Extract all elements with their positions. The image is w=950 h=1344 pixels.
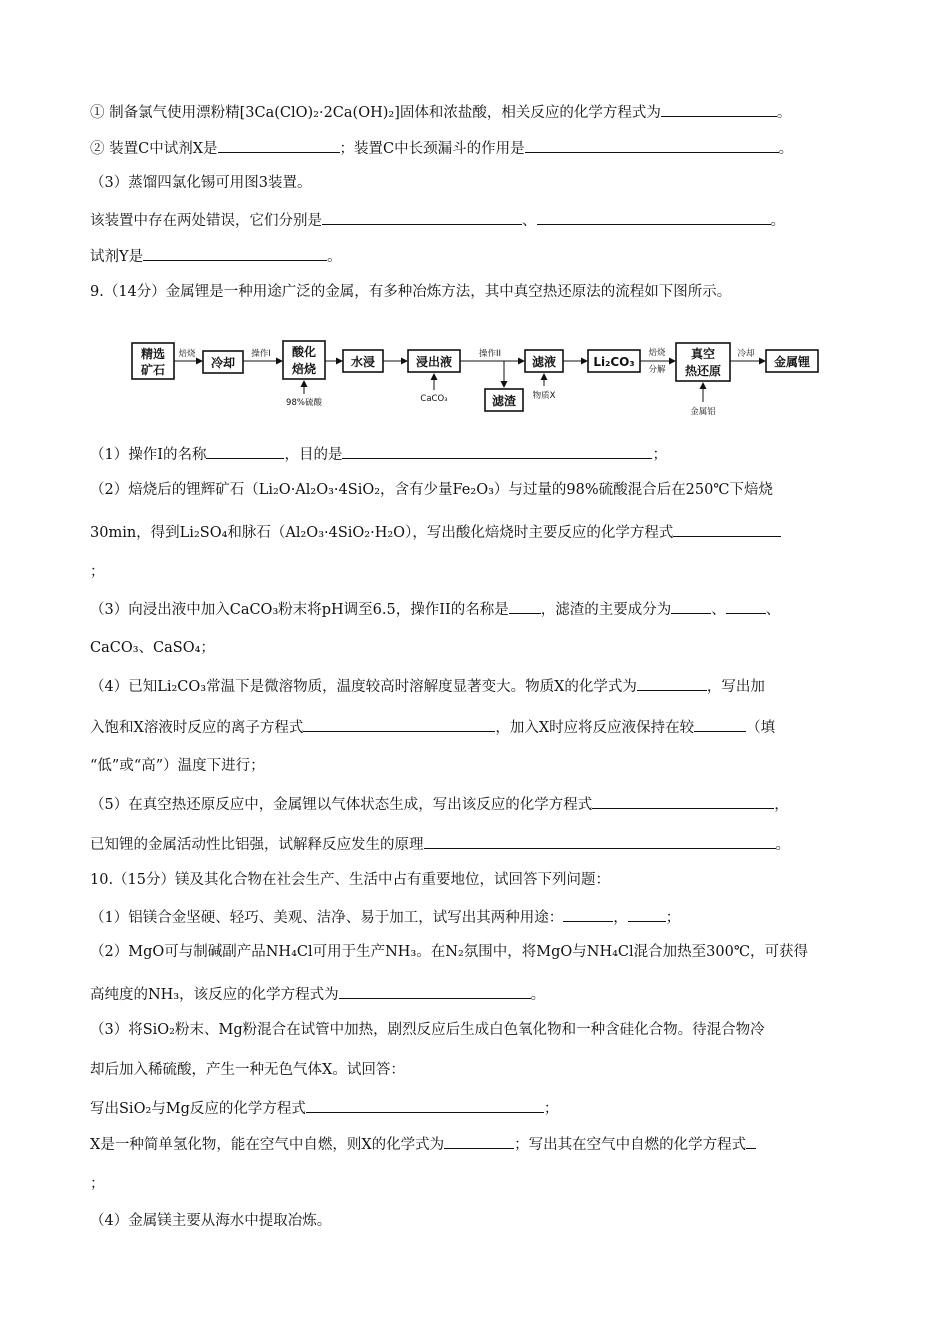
flow-arrow-label: 焙烧 [648, 348, 666, 358]
answer-blank[interactable] [339, 983, 531, 999]
flow-input-label: CaCO₃ [420, 394, 448, 404]
q9-text: （3）向浸出液中加入CaCO₃粉末将pH调至6.5，操作II的名称是 [90, 602, 509, 618]
q10-text: （1）铝镁合金坚硬、轻巧、美观、洁净、易于加工，试写出其两种用途： [90, 910, 564, 926]
q8-text: 。 [776, 105, 792, 121]
q9-text: （5）在真空热还原反应中，金属锂以气体状态生成，写出该反应的化学方程式 [90, 797, 593, 813]
q9-text: ， [774, 797, 789, 813]
q9-part-2-end: ； [90, 564, 105, 580]
flow-arrow-label: 焙烧 [178, 349, 196, 359]
answer-blank[interactable] [746, 1133, 756, 1149]
q8-text: 试剂Y是 [90, 249, 144, 265]
flow-label: 水浸 [350, 355, 376, 369]
q9-part-4c: “低”或“高”）温度下进行； [90, 758, 265, 774]
flow-label: 真空 [690, 347, 716, 361]
answer-blank[interactable] [143, 245, 327, 261]
answer-blank[interactable] [671, 598, 711, 614]
q10-text: 高纯度的NH₃，该反应的化学方程式为 [90, 987, 339, 1003]
q8-text: 、 [522, 213, 537, 229]
answer-blank[interactable] [637, 675, 707, 691]
q10-title: 10.（15分）镁及其化合物在社会生产、生活中占有重要地位，试回答下列问题： [90, 872, 611, 888]
flow-label: 金属锂 [773, 355, 811, 369]
answer-blank[interactable] [661, 101, 777, 117]
q8-line-4 [90, 209, 785, 231]
flow-label: 浸出液 [415, 355, 453, 369]
q10-text: ； [665, 910, 681, 926]
q9-text: （4）已知Li₂CO₃常温下是微溶物质，温度较高时溶解度显著变大。物质X的化学式为 [90, 679, 637, 695]
answer-blank[interactable] [563, 906, 613, 922]
q10-part-3c [90, 1097, 558, 1119]
q9-text: 30min，得到Li₂SO₄和脉石（Al₂O₃·4SiO₂·H₂O），写出酸化焙烧时主要反应的化学方程式 [90, 525, 674, 541]
flow-arrow-label: 操作I [251, 349, 271, 359]
q9-part-3b: CaCO₃、CaSO₄； [90, 640, 215, 656]
q8-text: ② 装置C中试剂X是 [90, 141, 218, 157]
q10-text: 写出SiO₂与Mg反应的化学方程式 [90, 1101, 306, 1117]
flow-arrow-label: 冷却 [737, 349, 755, 359]
flow-label: 滤渣 [491, 394, 517, 408]
q9-text: ； [652, 447, 667, 463]
q9-part-1 [90, 443, 667, 465]
flow-label: 矿石 [140, 363, 166, 377]
q9-text: 。 [775, 837, 790, 853]
q10-part-3b: 却后加入稀硫酸，产生一种无色气体X。试回答： [90, 1062, 405, 1078]
flow-label: 精选 [140, 347, 166, 361]
q9-part-4b [90, 716, 775, 738]
q8-text: 。 [770, 213, 785, 229]
q9-text: 、 [711, 602, 726, 618]
answer-blank[interactable] [206, 443, 284, 459]
q9-part-5b [90, 833, 790, 855]
flow-arrow-label: 分解 [648, 365, 666, 375]
q10-part-3-end: ； [90, 1176, 105, 1192]
q9-text: （填 [746, 720, 776, 736]
q9-text: ，滤渣的主要成分为 [540, 602, 672, 618]
q9-part-2a: （2）焙烧后的锂辉矿石（Li₂O·Al₂O₃·4SiO₂，含有少量Fe₂O₃）与过量的98%硫酸混合后在250℃下焙烧 [90, 482, 774, 498]
answer-blank[interactable] [342, 443, 652, 459]
answer-blank[interactable] [726, 598, 766, 614]
q10-text: ， [613, 910, 628, 926]
q8-line-2 [90, 137, 793, 159]
answer-blank[interactable] [525, 137, 779, 153]
q8-text: ；装置C中长颈漏斗的作用是 [339, 141, 525, 157]
answer-blank[interactable] [444, 1133, 514, 1149]
q9-part-3 [90, 598, 780, 620]
q10-text: 。 [530, 987, 546, 1003]
q10-part-3d [90, 1133, 756, 1155]
q8-text: ① 制备氯气使用漂粉精[3Ca(ClO)₂·2Ca(OH)₂]固体和浓盐酸，相关反应的化学方程式为 [90, 105, 661, 121]
answer-blank[interactable] [628, 906, 666, 922]
q9-part-2b [90, 521, 781, 543]
flow-label: 滤液 [531, 355, 557, 369]
flow-label: 酸化 [291, 345, 317, 359]
q10-text: ；写出其在空气中自燃的化学方程式 [514, 1137, 747, 1153]
q8-line-5 [90, 245, 342, 267]
q8-text: 该装置中存在两处错误，它们分别是 [90, 213, 322, 229]
q10-text: ； [543, 1101, 559, 1117]
process-flow-diagram [128, 336, 828, 426]
answer-blank[interactable] [306, 1097, 544, 1113]
flow-input-label: 物质X [532, 391, 556, 401]
flow-label: 冷却 [210, 356, 236, 370]
answer-blank[interactable] [592, 793, 774, 809]
q10-part-2b [90, 983, 545, 1005]
answer-blank[interactable] [537, 209, 771, 225]
q10-text: X是一种简单氢化物，能在空气中自燃，则X的化学式为 [90, 1137, 445, 1153]
q10-part-1 [90, 906, 680, 928]
flow-label: Li₂CO₃ [593, 355, 635, 369]
q9-text: 已知锂的金属活动性比铝强，试解释反应发生的原理 [90, 837, 424, 853]
q9-text: ，写出加 [706, 679, 765, 695]
answer-blank[interactable] [303, 716, 495, 732]
answer-blank[interactable] [694, 716, 746, 732]
q9-title: 9.（14分）金属锂是一种用途广泛的金属，有多种冶炼方法，其中真空热还原法的流程如下图所示。 [90, 284, 732, 300]
flow-input-label: 98%硫酸 [286, 398, 322, 408]
q9-text: 、 [765, 602, 781, 618]
q8-text: 。 [327, 249, 342, 265]
q9-text: （1）操作I的名称 [90, 447, 207, 463]
q8-text: 。 [778, 141, 794, 157]
q9-part-5a [90, 793, 789, 815]
q8-line-3: （3）蒸馏四氯化锡可用图3装置。 [90, 175, 312, 191]
flow-label: 热还原 [684, 364, 722, 378]
flow-arrow-label: 操作II [478, 349, 502, 359]
q9-text: ，加入X时应将反应液保持在较 [495, 720, 695, 736]
answer-blank[interactable] [673, 521, 781, 537]
q9-text: 入饱和X溶液时反应的离子方程式 [90, 720, 304, 736]
answer-blank[interactable] [509, 598, 541, 614]
answer-blank[interactable] [424, 833, 776, 849]
answer-blank[interactable] [218, 137, 340, 153]
q10-part-4: （4）金属镁主要从海水中提取冶炼。 [90, 1213, 332, 1229]
q10-part-2a: （2）MgO可与制碱副产品NH₄Cl可用于生产NH₃。在N₂氛围中，将MgO与NH₄Cl混合加热至300℃，可获得 [90, 944, 809, 960]
flow-input-label: 金属铝 [690, 407, 716, 417]
answer-blank[interactable] [322, 209, 522, 225]
q9-text: ，目的是 [284, 447, 343, 463]
q10-part-3a: （3）将SiO₂粉末、Mg粉混合在试管中加热，剧烈反应后生成白色氧化物和一种含硅化合物。待混合物冷 [90, 1022, 765, 1038]
q9-part-4a [90, 675, 765, 697]
q8-line-1 [90, 101, 791, 123]
flow-label: 焙烧 [291, 362, 317, 376]
